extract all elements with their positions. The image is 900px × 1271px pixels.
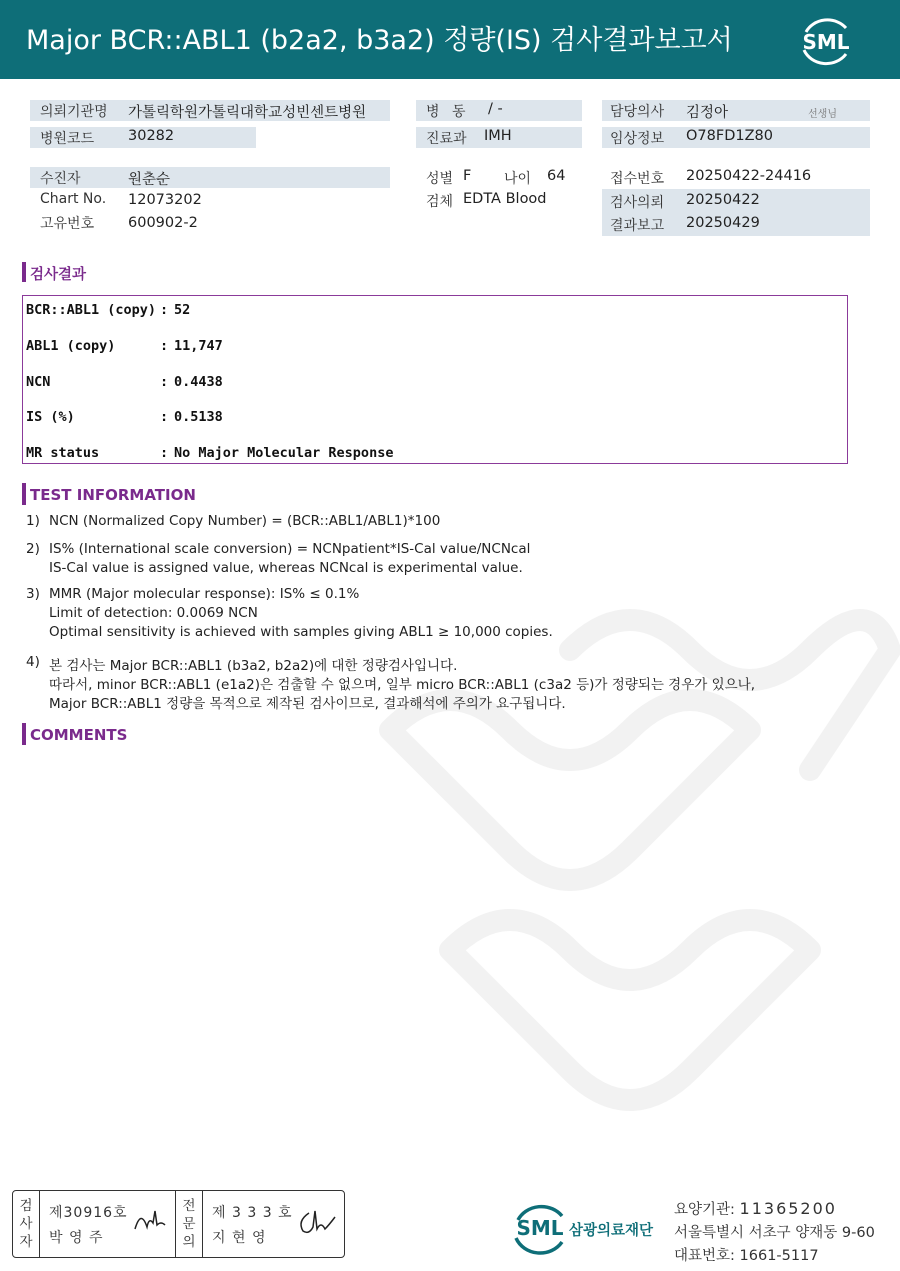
test-info-section-bar bbox=[22, 483, 26, 505]
result-key: IS (%) bbox=[26, 409, 75, 425]
svg-text:SML: SML bbox=[516, 1216, 564, 1240]
result-colon: : bbox=[160, 302, 169, 318]
request-value: 20250422 bbox=[686, 192, 760, 208]
hospital-code-label: 병원코드 bbox=[40, 131, 95, 147]
report-title: Major BCR::ABL1 (b2a2, b3a2) 정량(IS) 검사결과보고서 bbox=[26, 25, 733, 56]
request-label: 검사의뢰 bbox=[610, 195, 665, 211]
phone-no: 1661-5117 bbox=[739, 1248, 819, 1264]
specialist-label: 전 문 의 bbox=[182, 1198, 196, 1250]
examiner-signature bbox=[131, 1205, 171, 1235]
result-box bbox=[22, 295, 848, 464]
dept-value: IMH bbox=[484, 128, 512, 144]
specimen-label: 검체 bbox=[426, 194, 454, 210]
doctor-suffix: 선생님 bbox=[808, 109, 837, 120]
signature-box bbox=[12, 1190, 345, 1258]
footer-care-line bbox=[674, 1198, 837, 1219]
signature-divider bbox=[175, 1191, 176, 1257]
result-value-abl1: 11,747 bbox=[174, 338, 223, 354]
patient-value: 원춘순 bbox=[128, 172, 171, 188]
chart-value: 12073202 bbox=[128, 192, 202, 208]
result-value-bcr-abl1: 52 bbox=[174, 302, 191, 318]
result-value-is: 0.5138 bbox=[174, 409, 223, 425]
sml-footer-logo bbox=[510, 1198, 570, 1258]
footer-phone-line bbox=[674, 1244, 819, 1265]
doctor-value: 김정아 bbox=[686, 105, 729, 121]
test-info-line: NCN (Normalized Copy Number) = (BCR::ABL1/ABL1)*100 bbox=[49, 513, 441, 529]
hospital-code-value: 30282 bbox=[128, 128, 175, 144]
result-key: MR status bbox=[26, 445, 100, 461]
result-value-ncn: 0.4438 bbox=[174, 374, 223, 390]
sml-logo: SML bbox=[796, 12, 856, 68]
phone-label: 대표번호: bbox=[674, 1248, 740, 1264]
clinical-label: 임상정보 bbox=[610, 131, 665, 147]
report-header bbox=[0, 0, 900, 79]
watermark-logo bbox=[330, 530, 900, 1150]
result-value-mr-status: No Major Molecular Response bbox=[174, 445, 394, 461]
ward-value: / - bbox=[488, 101, 503, 117]
specimen-value: EDTA Blood bbox=[463, 191, 547, 207]
doctor-label: 담당의사 bbox=[610, 104, 665, 120]
care-no: 11365200 bbox=[739, 1199, 837, 1218]
test-info-num: 3) bbox=[26, 586, 40, 602]
test-info-line: IS-Cal value is assigned value, whereas NCNcal is experimental value. bbox=[49, 560, 523, 576]
care-label: 요양기관: bbox=[674, 1202, 740, 1218]
institution-label: 의뢰기관명 bbox=[40, 104, 108, 120]
test-info-line: Limit of detection: 0.0069 NCN bbox=[49, 605, 258, 621]
age-label: 나이 bbox=[504, 171, 532, 187]
specialist-no: 제 3 3 3 호 bbox=[212, 1205, 293, 1221]
results-section-title: 검사결과 bbox=[30, 267, 87, 283]
result-colon: : bbox=[160, 374, 169, 390]
test-info-line: 본 검사는 Major BCR::ABL1 (b3a2, b2a2)에 대한 정량검사입니다. bbox=[49, 658, 458, 674]
signature-divider bbox=[202, 1191, 203, 1257]
test-info-line: Optimal sensitivity is achieved with samples giving ABL1 ≥ 10,000 copies. bbox=[49, 624, 553, 640]
examiner-no: 제30916호 bbox=[49, 1205, 128, 1221]
receipt-value: 20250422-24416 bbox=[686, 168, 812, 184]
sex-label: 성별 bbox=[426, 171, 454, 187]
sex-value: F bbox=[463, 168, 472, 184]
examiner-label: 검 사 자 bbox=[19, 1198, 33, 1250]
specialist-signature bbox=[295, 1207, 339, 1237]
age-value: 64 bbox=[547, 168, 566, 184]
dept-label: 진료과 bbox=[426, 131, 467, 147]
results-section-bar bbox=[22, 262, 26, 282]
uid-label: 고유번호 bbox=[40, 216, 95, 232]
test-info-line: IS% (International scale conversion) = NCNpatient*IS-Cal value/NCNcal bbox=[49, 541, 531, 557]
patient-row bbox=[30, 167, 390, 188]
uid-value: 600902-2 bbox=[128, 215, 198, 231]
comments-section-title: COMMENTS bbox=[30, 726, 128, 744]
ward-label: 병 동 bbox=[426, 104, 470, 120]
result-key: BCR::ABL1 (copy) bbox=[26, 302, 157, 318]
report-label: 결과보고 bbox=[610, 218, 665, 234]
specialist-name: 지 현 영 bbox=[212, 1230, 267, 1246]
test-info-section-title: TEST INFORMATION bbox=[30, 486, 196, 504]
test-info-num: 1) bbox=[26, 513, 40, 529]
footer-address: 서울특별시 서초구 양재동 9-60 bbox=[674, 1225, 875, 1241]
footer-org-name: 삼광의료재단 bbox=[569, 1223, 654, 1239]
institution-value: 가톨릭학원가톨릭대학교성빈센트병원 bbox=[128, 105, 367, 121]
test-info-num: 2) bbox=[26, 541, 40, 557]
result-key: ABL1 (copy) bbox=[26, 338, 116, 354]
receipt-label: 접수번호 bbox=[610, 171, 665, 187]
examiner-name: 박 영 주 bbox=[49, 1230, 104, 1246]
signature-divider bbox=[39, 1191, 40, 1257]
result-colon: : bbox=[160, 409, 169, 425]
chart-label: Chart No. bbox=[40, 191, 107, 207]
test-info-num: 4) bbox=[26, 654, 40, 670]
comments-section-bar bbox=[22, 723, 26, 745]
report-value: 20250429 bbox=[686, 215, 760, 231]
test-info-line: 따라서, minor BCR::ABL1 (e1a2)은 검출할 수 없으며, 일부 micro BCR::ABL1 (c3a2 등)가 정량되는 경우가 있으나, bbox=[49, 677, 756, 693]
test-info-line: Major BCR::ABL1 정량을 목적으로 제작된 검사이므로, 결과해석에 주의가 요구됩니다. bbox=[49, 696, 566, 712]
result-key: NCN bbox=[26, 374, 51, 390]
patient-label: 수진자 bbox=[40, 171, 81, 187]
test-info-line: MMR (Major molecular response): IS% ≤ 0.1% bbox=[49, 586, 360, 602]
clinical-value: O78FD1Z80 bbox=[686, 128, 773, 144]
result-colon: : bbox=[160, 338, 169, 354]
result-colon: : bbox=[160, 445, 169, 461]
